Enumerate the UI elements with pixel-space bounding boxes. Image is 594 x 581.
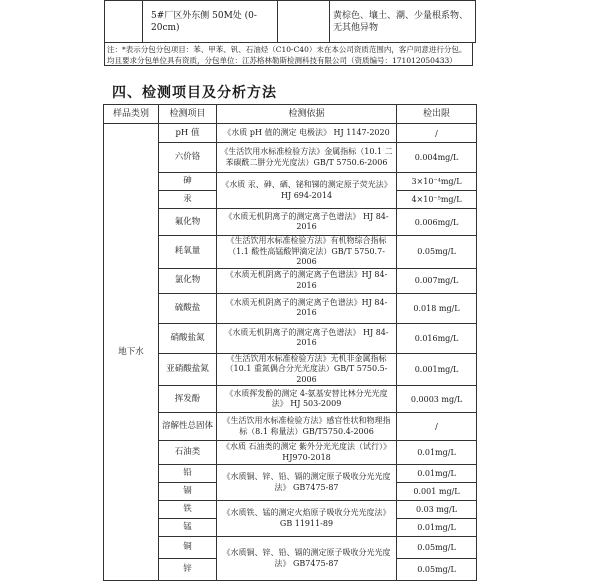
subcontract-note: 注：*表示分包分包项目：苯、甲苯、钒、石油烃（C10-C40）未在本公司资质范围内，客户同意进行分包。均且要求分包单位具有资质，分包单位：江苏格林勒斯检测科技有限公司（资质编号：171012050433） bbox=[104, 42, 473, 66]
basis-cell: 《水质挥发酚的测定 4-氨基安替比林分光光度法》 HJ 503-2009 bbox=[217, 386, 397, 413]
table-row bbox=[104, 537, 477, 559]
item-cell: 汞 bbox=[159, 191, 217, 209]
item-cell: 氟化物 bbox=[159, 209, 217, 236]
table-row bbox=[104, 465, 477, 483]
limit-cell: 0.007mg/L bbox=[397, 268, 477, 293]
header-basis: 检测依据 bbox=[217, 105, 397, 124]
item-cell: 硫酸盐 bbox=[159, 293, 217, 323]
item-cell: 六价铬 bbox=[159, 143, 217, 173]
limit-cell: / bbox=[397, 124, 477, 143]
item-cell: 耗氧量 bbox=[159, 236, 217, 269]
table-row bbox=[104, 173, 477, 191]
top-empty-cell bbox=[105, 1, 143, 43]
table-row bbox=[104, 236, 477, 269]
limit-cell: 0.01mg/L bbox=[397, 465, 477, 483]
item-cell: 铜 bbox=[159, 537, 217, 559]
basis-cell: 《水质无机阴离子的测定离子色谱法》 HJ 84-2016 bbox=[217, 323, 397, 353]
table-row bbox=[104, 268, 477, 293]
item-cell: 石油类 bbox=[159, 441, 217, 465]
header-category: 样品类别 bbox=[104, 105, 159, 124]
basis-cell: 《水质铜、锌、铅、镉的测定原子吸收分光光度法》 GB7475-87 bbox=[217, 537, 397, 581]
limit-cell: 0.01mg/L bbox=[397, 519, 477, 537]
methods-table bbox=[103, 104, 477, 581]
limit-cell: 0.016mg/L bbox=[397, 323, 477, 353]
table-row bbox=[104, 124, 477, 143]
item-cell: 铁 bbox=[159, 501, 217, 519]
basis-cell: 《水质无机阴离子的测定离子色谱法》 HJ 84-2016 bbox=[217, 209, 397, 236]
table-row bbox=[104, 353, 477, 386]
basis-cell: 《生活饮用水标准检验方法》感官性状和物理指标（8.1 称量法）GB/T5750.4-2006 bbox=[217, 413, 397, 441]
item-cell: 铅 bbox=[159, 465, 217, 483]
item-cell: 硝酸盐氮 bbox=[159, 323, 217, 353]
sample-category: 地下水 bbox=[104, 124, 159, 581]
basis-cell: 《水质铜、锌、铅、镉的测定原子吸收分光光度法》 GB7475-87 bbox=[217, 465, 397, 501]
item-cell: 镉 bbox=[159, 483, 217, 501]
basis-cell: 《生活饮用水标准检验方法》金属指标（10.1 二苯碳酰二肼分光光度法）GB/T 5750.6-2006 bbox=[217, 143, 397, 173]
limit-cell: 0.004mg/L bbox=[397, 143, 477, 173]
basis-cell: 《生活饮用水标准检验方法》无机非金属指标（10.1 重氮偶合分光光度法）GB/T 5750.5-2006 bbox=[217, 353, 397, 386]
basis-cell: 《水质 pH 值的测定 电极法》 HJ 1147-2020 bbox=[217, 124, 397, 143]
item-cell: pH 值 bbox=[159, 124, 217, 143]
table-row bbox=[104, 143, 477, 173]
table-row bbox=[104, 209, 477, 236]
limit-cell: 4×10⁻⁵mg/L bbox=[397, 191, 477, 209]
item-cell: 锌 bbox=[159, 559, 217, 581]
basis-cell: 《水质 汞、砷、硒、铋和锑的测定原子荧光法》 HJ 694-2014 bbox=[217, 173, 397, 209]
sample-description: 黄棕色、壤土、潮、少量根系物、无其他异物 bbox=[330, 1, 476, 43]
section-title: 四、检测项目及分析方法 bbox=[112, 85, 277, 101]
table-row bbox=[104, 441, 477, 465]
sample-location: 5#厂区外东侧 50M处 (0-20cm) bbox=[143, 1, 278, 43]
item-cell: 溶解性总固体 bbox=[159, 413, 217, 441]
table-row bbox=[104, 386, 477, 413]
item-cell: 挥发酚 bbox=[159, 386, 217, 413]
basis-cell: 《水质无机阴离子的测定离子色谱法》HJ 84-2016 bbox=[217, 268, 397, 293]
limit-cell: 0.05mg/L bbox=[397, 559, 477, 581]
limit-cell: 0.01mg/L bbox=[397, 441, 477, 465]
item-cell: 砷 bbox=[159, 173, 217, 191]
table-row bbox=[104, 293, 477, 323]
item-cell: 锰 bbox=[159, 519, 217, 537]
table-header-row bbox=[104, 105, 477, 124]
previous-table-fragment bbox=[104, 0, 476, 43]
item-cell: 氯化物 bbox=[159, 268, 217, 293]
basis-cell: 《水质 石油类的测定 紫外分光光度法（试行）》 HJ970-2018 bbox=[217, 441, 397, 465]
table-row bbox=[104, 323, 477, 353]
table-row bbox=[104, 501, 477, 519]
table-row bbox=[104, 413, 477, 441]
header-item: 检测项目 bbox=[159, 105, 217, 124]
limit-cell: 0.03 mg/L bbox=[397, 501, 477, 519]
basis-cell: 《水质无机阴离子的测定离子色谱法》HJ 84-2016 bbox=[217, 293, 397, 323]
limit-cell: 0.0003 mg/L bbox=[397, 386, 477, 413]
limit-cell: 0.001mg/L bbox=[397, 353, 477, 386]
top-empty-cell-2 bbox=[278, 1, 330, 43]
limit-cell: 0.05mg/L bbox=[397, 236, 477, 269]
limit-cell: 0.05mg/L bbox=[397, 537, 477, 559]
item-cell: 亚硝酸盐氮 bbox=[159, 353, 217, 386]
limit-cell: / bbox=[397, 413, 477, 441]
limit-cell: 0.001 mg/L bbox=[397, 483, 477, 501]
header-limit: 检出限 bbox=[397, 105, 477, 124]
limit-cell: 0.006mg/L bbox=[397, 209, 477, 236]
basis-cell: 《生活饮用水标准检验方法》有机物综合指标（1.1 酸性高锰酸钾滴定法）GB/T 5750.7-2006 bbox=[217, 236, 397, 269]
basis-cell: 《水质铁、锰的测定火焰原子吸收分光光度法》 GB 11911-89 bbox=[217, 501, 397, 537]
limit-cell: 3×10⁻⁴mg/L bbox=[397, 173, 477, 191]
limit-cell: 0.018 mg/L bbox=[397, 293, 477, 323]
